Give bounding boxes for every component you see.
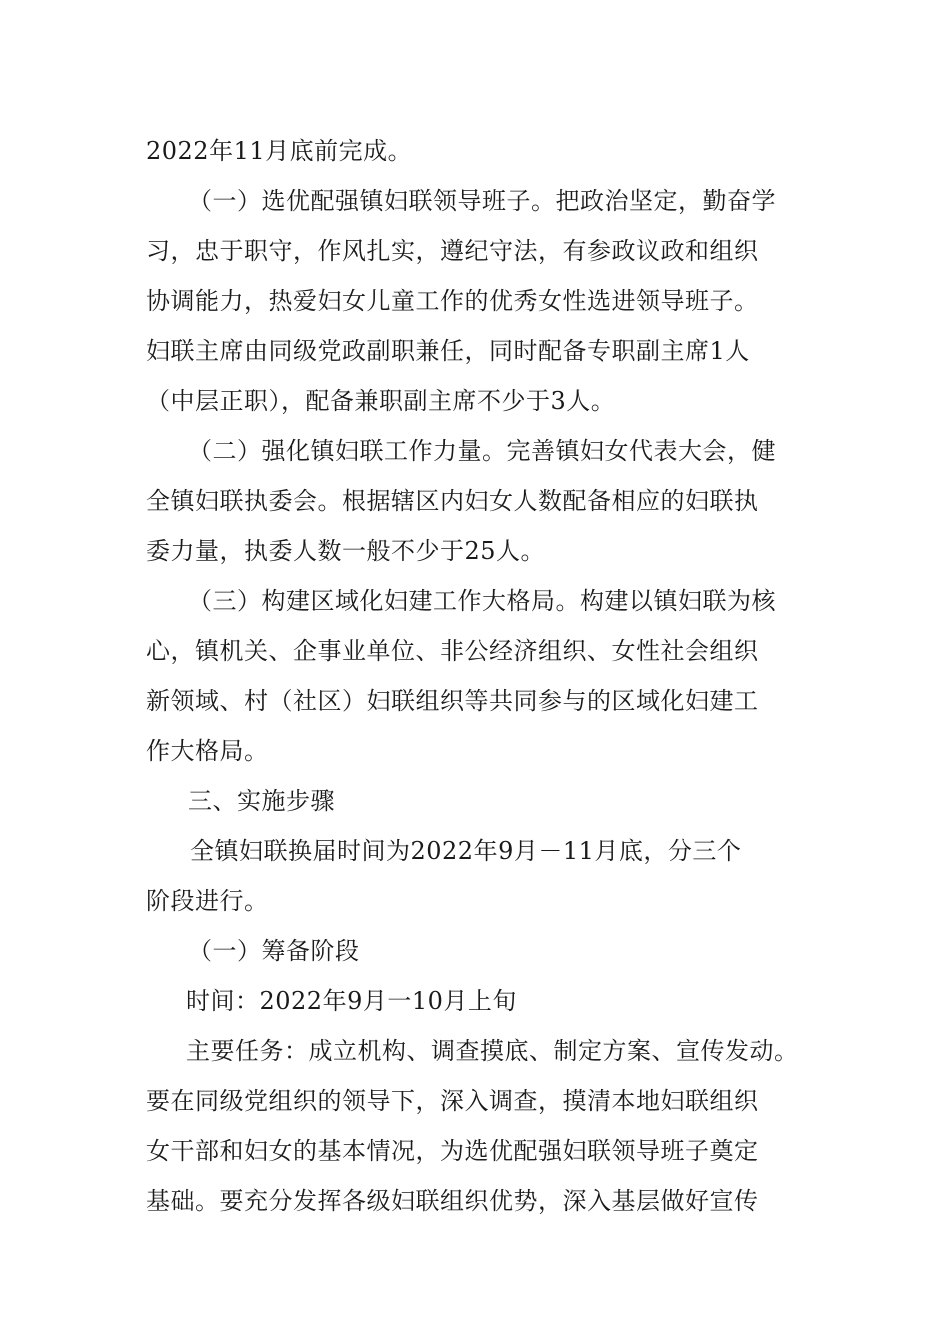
text-line: 新领域、村（社区）妇联组织等共同参与的区域化妇建工 [146,687,759,715]
text-line: 要在同级党组织的领导下，深入调查，摸清本地妇联组织 [146,1087,759,1115]
text-line: 习，忠于职守，作风扎实，遵纪守法，有参政议政和组织 [146,237,759,265]
text-line: （三）构建区域化妇建工作大格局。构建以镇妇联为核 [188,587,776,615]
text-line: 基础。要充分发挥各级妇联组织优势，深入基层做好宣传 [146,1187,759,1215]
text-line: 作大格局。 [146,737,269,765]
text-line: 阶段进行。 [146,887,269,915]
text-line: 妇联主席由同级党政副职兼任，同时配备专职副主席1人 [146,337,750,365]
text-line: （二）强化镇妇联工作力量。完善镇妇女代表大会，健 [188,437,776,465]
text-line: 女干部和妇女的基本情况，为选优配强妇联领导班子奠定 [146,1137,759,1165]
text-line: （中层正职），配备兼职副主席不少于3人。 [146,387,616,415]
section-heading: 三、实施步骤 [188,787,335,815]
subsection-heading: （一）筹备阶段 [188,937,360,965]
text-line: 心，镇机关、企事业单位、非公经济组织、女性社会组织 [146,637,759,665]
text-line: （一）选优配强镇妇联领导班子。把政治坚定，勤奋学 [188,187,776,215]
text-line: 时间：2022年9月一10月上旬 [186,987,517,1015]
text-line: 全镇妇联换届时间为2022年9月－11月底，分三个 [190,837,742,865]
text-line: 协调能力，热爱妇女儿童工作的优秀女性选进领导班子。 [146,287,759,315]
text-line: 委力量，执委人数一般不少于25人。 [146,537,546,565]
text-line: 主要任务：成立机构、调查摸底、制定方案、宣传发动。 [186,1037,799,1065]
text-line: 全镇妇联执委会。根据辖区内妇女人数配备相应的妇联执 [146,487,759,515]
text-line: 2022年11月底前完成。 [146,137,413,165]
